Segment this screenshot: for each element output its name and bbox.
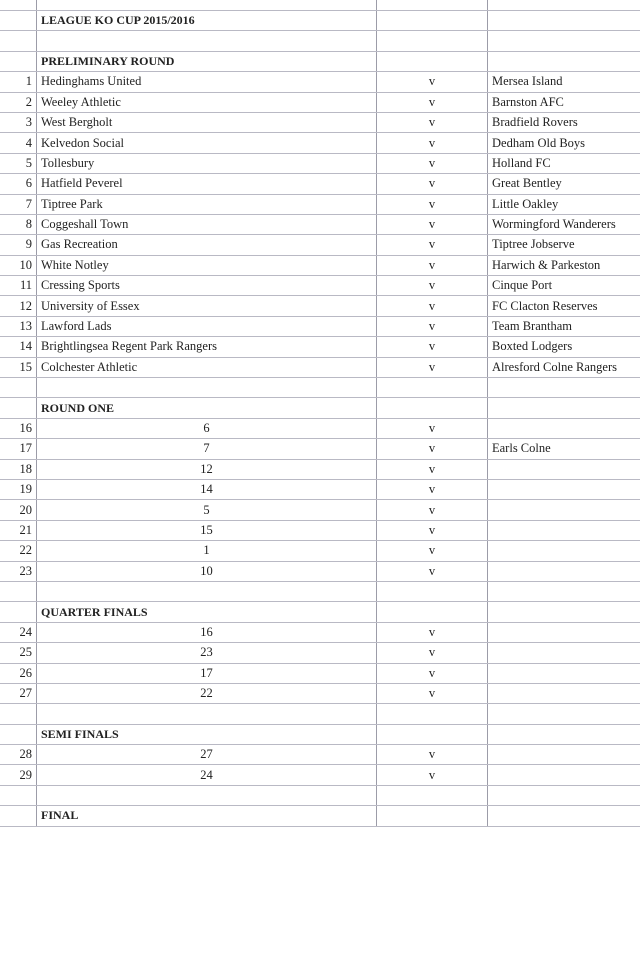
- fixture-row: [0, 194, 640, 214]
- blank-row: [0, 31, 640, 51]
- fixture-row: [0, 439, 640, 459]
- fixture-row: [0, 255, 640, 275]
- fixture-row: [0, 92, 640, 112]
- versus-label: v: [377, 439, 488, 459]
- blank-row: [0, 581, 640, 601]
- home-team: Colchester Athletic: [37, 357, 377, 377]
- home-reference: 1: [37, 541, 377, 561]
- away-team: Barnston AFC: [488, 92, 640, 112]
- versus-label: v: [377, 459, 488, 479]
- versus-label: v: [377, 643, 488, 663]
- fixture-row: [0, 561, 640, 581]
- away-team: [488, 479, 640, 499]
- versus-label: v: [377, 663, 488, 683]
- match-number: 5: [0, 153, 37, 173]
- away-team: Boxted Lodgers: [488, 337, 640, 357]
- match-number: 12: [0, 296, 37, 316]
- versus-label: v: [377, 337, 488, 357]
- match-number: 8: [0, 214, 37, 234]
- match-number: 28: [0, 745, 37, 765]
- match-number: 1: [0, 72, 37, 92]
- versus-label: v: [377, 214, 488, 234]
- match-number: 9: [0, 235, 37, 255]
- fixture-row: [0, 174, 640, 194]
- away-team: [488, 643, 640, 663]
- fixture-row: [0, 112, 640, 132]
- match-number: 14: [0, 337, 37, 357]
- home-team: University of Essex: [37, 296, 377, 316]
- home-team: Weeley Athletic: [37, 92, 377, 112]
- home-reference: 23: [37, 643, 377, 663]
- versus-label: v: [377, 153, 488, 173]
- versus-label: v: [377, 112, 488, 132]
- fixture-row: [0, 622, 640, 642]
- away-team: [488, 745, 640, 765]
- away-team: Team Brantham: [488, 316, 640, 336]
- match-number: 4: [0, 133, 37, 153]
- home-reference: 15: [37, 520, 377, 540]
- sheet-title: LEAGUE KO CUP 2015/2016: [37, 11, 377, 31]
- versus-label: v: [377, 745, 488, 765]
- fixture-row: [0, 357, 640, 377]
- versus-label: v: [377, 174, 488, 194]
- match-number: 13: [0, 316, 37, 336]
- round-heading: ROUND ONE: [37, 398, 377, 418]
- versus-label: v: [377, 316, 488, 336]
- fixture-row: [0, 745, 640, 765]
- away-team: [488, 765, 640, 785]
- versus-label: v: [377, 561, 488, 581]
- fixture-row: [0, 663, 640, 683]
- versus-label: v: [377, 92, 488, 112]
- fixture-row: [0, 133, 640, 153]
- versus-label: v: [377, 683, 488, 703]
- versus-label: v: [377, 622, 488, 642]
- home-reference: 6: [37, 418, 377, 438]
- home-team: Cressing Sports: [37, 276, 377, 296]
- away-team: Cinque Port: [488, 276, 640, 296]
- match-number: 22: [0, 541, 37, 561]
- fixture-row: [0, 459, 640, 479]
- round-heading: SEMI FINALS: [37, 724, 377, 744]
- away-team: Alresford Colne Rangers: [488, 357, 640, 377]
- fixture-row: [0, 316, 640, 336]
- round-heading-row: [0, 51, 640, 71]
- versus-label: v: [377, 296, 488, 316]
- away-team: Bradfield Rovers: [488, 112, 640, 132]
- versus-label: v: [377, 235, 488, 255]
- match-number: 20: [0, 500, 37, 520]
- round-heading: FINAL: [37, 806, 377, 826]
- fixture-row: [0, 643, 640, 663]
- match-number: 25: [0, 643, 37, 663]
- blank-row: [0, 785, 640, 805]
- home-reference: 16: [37, 622, 377, 642]
- fixture-row: [0, 296, 640, 316]
- round-heading-row: [0, 602, 640, 622]
- home-team: Gas Recreation: [37, 235, 377, 255]
- versus-label: v: [377, 765, 488, 785]
- away-team: Dedham Old Boys: [488, 133, 640, 153]
- match-number: 11: [0, 276, 37, 296]
- fixture-row: [0, 337, 640, 357]
- home-reference: 12: [37, 459, 377, 479]
- round-heading-row: [0, 724, 640, 744]
- home-team: Hatfield Peverel: [37, 174, 377, 194]
- home-team: Tiptree Park: [37, 194, 377, 214]
- match-number: 21: [0, 520, 37, 540]
- versus-label: v: [377, 72, 488, 92]
- fixture-row: [0, 500, 640, 520]
- fixture-row: [0, 479, 640, 499]
- home-team: White Notley: [37, 255, 377, 275]
- home-team: Tollesbury: [37, 153, 377, 173]
- title-row: [0, 11, 640, 31]
- home-reference: 27: [37, 745, 377, 765]
- fixture-row: [0, 276, 640, 296]
- home-team: Hedinghams United: [37, 72, 377, 92]
- fixture-row: [0, 418, 640, 438]
- match-number: 7: [0, 194, 37, 214]
- home-team: Kelvedon Social: [37, 133, 377, 153]
- home-team: West Bergholt: [37, 112, 377, 132]
- match-number: 24: [0, 622, 37, 642]
- round-heading-row: [0, 398, 640, 418]
- away-team: Mersea Island: [488, 72, 640, 92]
- match-number: 16: [0, 418, 37, 438]
- home-reference: 5: [37, 500, 377, 520]
- versus-label: v: [377, 541, 488, 561]
- versus-label: v: [377, 520, 488, 540]
- fixture-row: [0, 683, 640, 703]
- fixture-row: [0, 541, 640, 561]
- away-team: [488, 622, 640, 642]
- home-reference: 22: [37, 683, 377, 703]
- away-team: [488, 541, 640, 561]
- versus-label: v: [377, 276, 488, 296]
- away-team: Holland FC: [488, 153, 640, 173]
- match-number: 26: [0, 663, 37, 683]
- away-team: [488, 418, 640, 438]
- match-number: 10: [0, 255, 37, 275]
- versus-label: v: [377, 194, 488, 214]
- match-number: 2: [0, 92, 37, 112]
- home-reference: 7: [37, 439, 377, 459]
- away-team: Harwich & Parkeston: [488, 255, 640, 275]
- away-team: [488, 561, 640, 581]
- away-team: Tiptree Jobserve: [488, 235, 640, 255]
- blank-row: [0, 704, 640, 724]
- match-number: 3: [0, 112, 37, 132]
- fixture-row: [0, 153, 640, 173]
- match-number: 6: [0, 174, 37, 194]
- away-team: FC Clacton Reserves: [488, 296, 640, 316]
- away-team: Wormingford Wanderers: [488, 214, 640, 234]
- home-team: Coggeshall Town: [37, 214, 377, 234]
- table-top-spacer: [0, 0, 640, 11]
- home-reference: 14: [37, 479, 377, 499]
- fixture-row: [0, 520, 640, 540]
- match-number: 19: [0, 479, 37, 499]
- fixture-row: [0, 214, 640, 234]
- home-reference: 17: [37, 663, 377, 683]
- versus-label: v: [377, 357, 488, 377]
- match-number: 18: [0, 459, 37, 479]
- blank-row: [0, 378, 640, 398]
- away-team: Little Oakley: [488, 194, 640, 214]
- fixture-row: [0, 72, 640, 92]
- home-reference: 10: [37, 561, 377, 581]
- versus-label: v: [377, 418, 488, 438]
- away-team: [488, 683, 640, 703]
- round-heading: QUARTER FINALS: [37, 602, 377, 622]
- away-team: Earls Colne: [488, 439, 640, 459]
- match-number: 15: [0, 357, 37, 377]
- versus-label: v: [377, 133, 488, 153]
- home-team: Brightlingsea Regent Park Rangers: [37, 337, 377, 357]
- round-heading: PRELIMINARY ROUND: [37, 51, 377, 71]
- home-reference: 24: [37, 765, 377, 785]
- versus-label: v: [377, 479, 488, 499]
- fixture-row: [0, 765, 640, 785]
- match-number: 27: [0, 683, 37, 703]
- match-number: 23: [0, 561, 37, 581]
- round-heading-row: [0, 806, 640, 826]
- versus-label: v: [377, 500, 488, 520]
- fixture-row: [0, 235, 640, 255]
- away-team: Great Bentley: [488, 174, 640, 194]
- match-number: 17: [0, 439, 37, 459]
- match-number: 29: [0, 765, 37, 785]
- home-team: Lawford Lads: [37, 316, 377, 336]
- away-team: [488, 500, 640, 520]
- versus-label: v: [377, 255, 488, 275]
- away-team: [488, 663, 640, 683]
- away-team: [488, 459, 640, 479]
- away-team: [488, 520, 640, 540]
